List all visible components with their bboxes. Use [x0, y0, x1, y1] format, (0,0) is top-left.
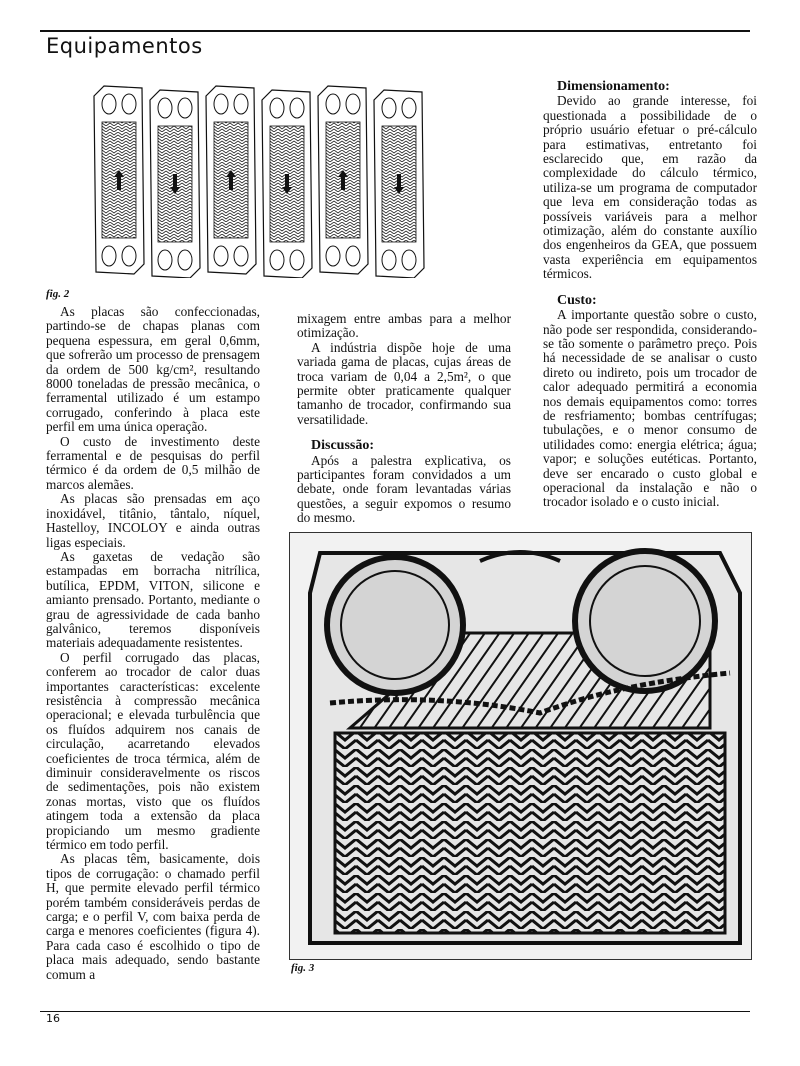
col3-paragraph: Devido ao grande interesse, foi questionada a possibilidade de o próprio usuário efetuar o pré-cálculo para estimativas, entretanto foi esclarecido que, em razão da complexidade do cálculo térmico, utiliza-se um programa de computador que leva em consideração todas as possíveis variáveis para a melhor otimização, além do constante auxílio dos engenheiros da GEA, que possuem vasta experiência em equipamentos térmicos. — [543, 93, 757, 282]
plate — [318, 86, 368, 274]
discussion-heading: Discussão: — [311, 438, 375, 454]
col2-paragraph: A indústria dispõe hoje de uma variada gama de placas, cujas áreas de troca variam de 0,04 a 2,5m², o que permite obter praticamente qualquer tamanho de trocador, confirmando sua versatilidade. — [297, 339, 511, 427]
col3-paragraph: A importante questão sobre o custo, não pode ser respondida, considerando-se tão somente o parâmetro preço. Pois há necessidade de se analisar o custo direto ou indireto, pois um trocador de calor adequado permitirá a economia nos demais equipamentos como: torres de resfriamento; bombas centrífugas; tubulações, e o menor consumo de utilidades como: energia elétrica; água; vapor; e soluções eutéticas. Portanto, deve ser encarado o custo global e operacional da instalação e não o trocador isolado e o custo inicial. — [543, 307, 757, 510]
top-rule — [40, 30, 750, 32]
col1-paragraph: As placas são prensadas em aço inoxidável, titânio, tântalo, níquel, Hastelloy, INCOLOY e ainda outras ligas especiais. — [46, 491, 260, 550]
col1-paragraph: As placas são confeccionadas, partindo-se de chapas planas com pequena espessura, em geral 0,6mm, que sofrerão um processo de prensagem da ordem de 500 kg/cm², resultando 8000 toneladas de pressão mecânica, o ferramental utilizado é um estampo corrugado, conferindo à placa este perfil em uma única operação. — [46, 304, 260, 435]
plate — [206, 86, 256, 274]
col2-paragraph: Após a palestra explicativa, os participantes foram convidados a um debate, onde foram levantadas várias questões, a seguir expomos o resumo do mesmo. — [297, 452, 511, 526]
plate-closeup-figure — [289, 532, 752, 960]
sizing-heading: Dimensionamento: — [557, 79, 670, 94]
plate-stack-figure — [78, 78, 498, 278]
plate — [150, 90, 200, 278]
column-1 — [46, 305, 260, 982]
plate — [262, 90, 312, 278]
col1-paragraph: As placas têm, basicamente, dois tipos de corrugação: o chamado perfil H, que permite elevado perfil térmico porém também consideráveis perdas de carga; e o perfil V, com baixa perda de carga e menores coeficientes (figura 4). Para cada caso é escolhido o tipo de placa mais adequado, sendo bastante comum a — [46, 851, 260, 982]
column-3 — [543, 80, 757, 510]
cost-heading: Custo: — [557, 292, 597, 308]
plate — [374, 90, 424, 278]
col1-paragraph: O custo de investimento deste ferramental e de pesquisas do perfil térmico é da ordem de 0,5 milhão de marcos alemães. — [46, 433, 260, 492]
column-2 — [297, 312, 511, 526]
col1-paragraph: O perfil corrugado das placas, conferem ao trocador de calor duas importantes características: excelente resistência à compressão mecânica operacional; e elevada turbulência que os fluídos adquirem nos canais de circulação, acarretando elevados coeficientes de troca térmica, além de diminuir consideravelmente os riscos de sedimentações, pois não existem zonas mortas, visto que os fluídos atingem toda a extensão da placa propiciando um mesmo gradiente térmico em todo perfil. — [46, 649, 260, 853]
bottom-rule — [40, 1011, 750, 1012]
section-title: Equipamentos — [46, 34, 203, 58]
plate — [94, 86, 144, 274]
fig3-caption: fig. 3 — [291, 962, 315, 974]
page-number: 16 — [46, 1012, 60, 1025]
col1-paragraph: As gaxetas de vedação são estampadas em borracha nitrílica, butílica, EPDM, VITON, silicone e amianto prensado. Portanto, mediante o grau de agressividade de cada banho galvânico, teremos disponíveis materiais adequadamente resistentes. — [46, 548, 260, 651]
fig2-caption: fig. 2 — [46, 288, 70, 300]
col2-paragraph: mixagem entre ambas para a melhor otimização. — [297, 311, 511, 341]
